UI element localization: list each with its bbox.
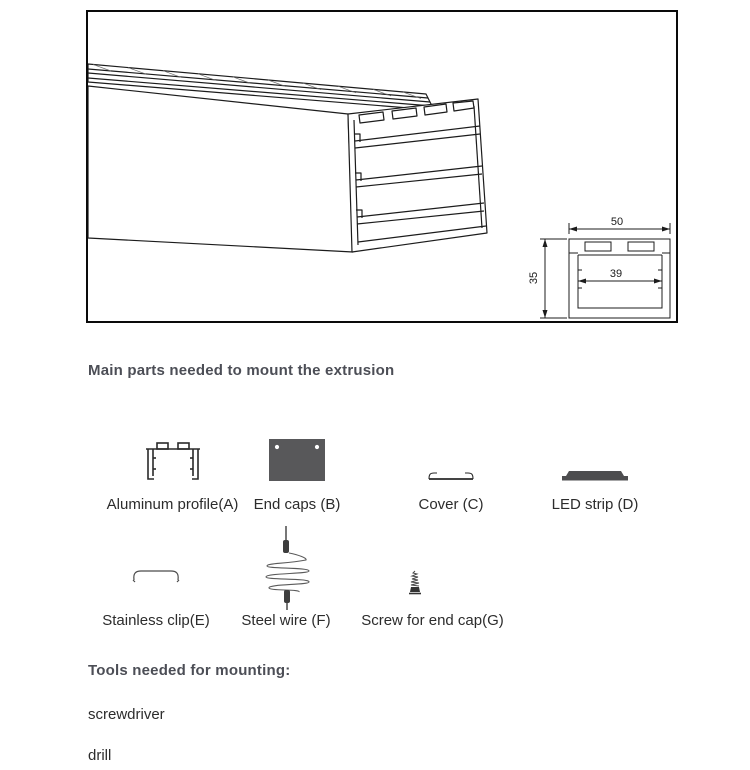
part-end-caps <box>237 436 357 513</box>
part-stainless-clip <box>96 562 216 629</box>
aluminum-profile-icon <box>143 434 203 482</box>
technical-drawing-box <box>86 10 678 323</box>
tool-item-screwdriver: screwdriver <box>88 706 165 723</box>
part-screw <box>355 565 510 629</box>
main-parts-heading: Main parts needed to mount the extrusion <box>88 362 395 379</box>
part-label: LED strip (D) <box>551 496 639 513</box>
steel-wire-icon <box>257 528 315 610</box>
part-label: Aluminum profile(A) <box>106 496 239 513</box>
stainless-clip-icon <box>129 562 183 584</box>
part-label: End caps (B) <box>253 496 341 513</box>
part-aluminum-profile <box>95 434 250 513</box>
tool-item-drill: drill <box>88 747 112 764</box>
screw-icon <box>407 565 423 597</box>
cross-section-view <box>540 223 670 318</box>
part-label: Steel wire (F) <box>241 612 331 629</box>
dimension-height-label: 35 <box>528 271 540 285</box>
extrusion-3d-view <box>88 64 487 252</box>
part-label: Cover (C) <box>418 496 484 513</box>
dimension-inner-width-label: 39 <box>609 268 623 280</box>
dimension-top-width-label: 50 <box>610 216 624 228</box>
part-steel-wire <box>231 528 341 629</box>
extrusion-drawing <box>88 12 676 321</box>
part-led-strip <box>515 434 675 513</box>
part-label: Stainless clip(E) <box>102 612 210 629</box>
part-label: Screw for end cap(G) <box>361 612 504 629</box>
led-strip-icon <box>561 434 629 482</box>
end-cap-icon <box>268 436 326 482</box>
cover-icon <box>427 434 475 482</box>
tools-heading: Tools needed for mounting: <box>88 662 291 679</box>
part-cover <box>391 434 511 513</box>
